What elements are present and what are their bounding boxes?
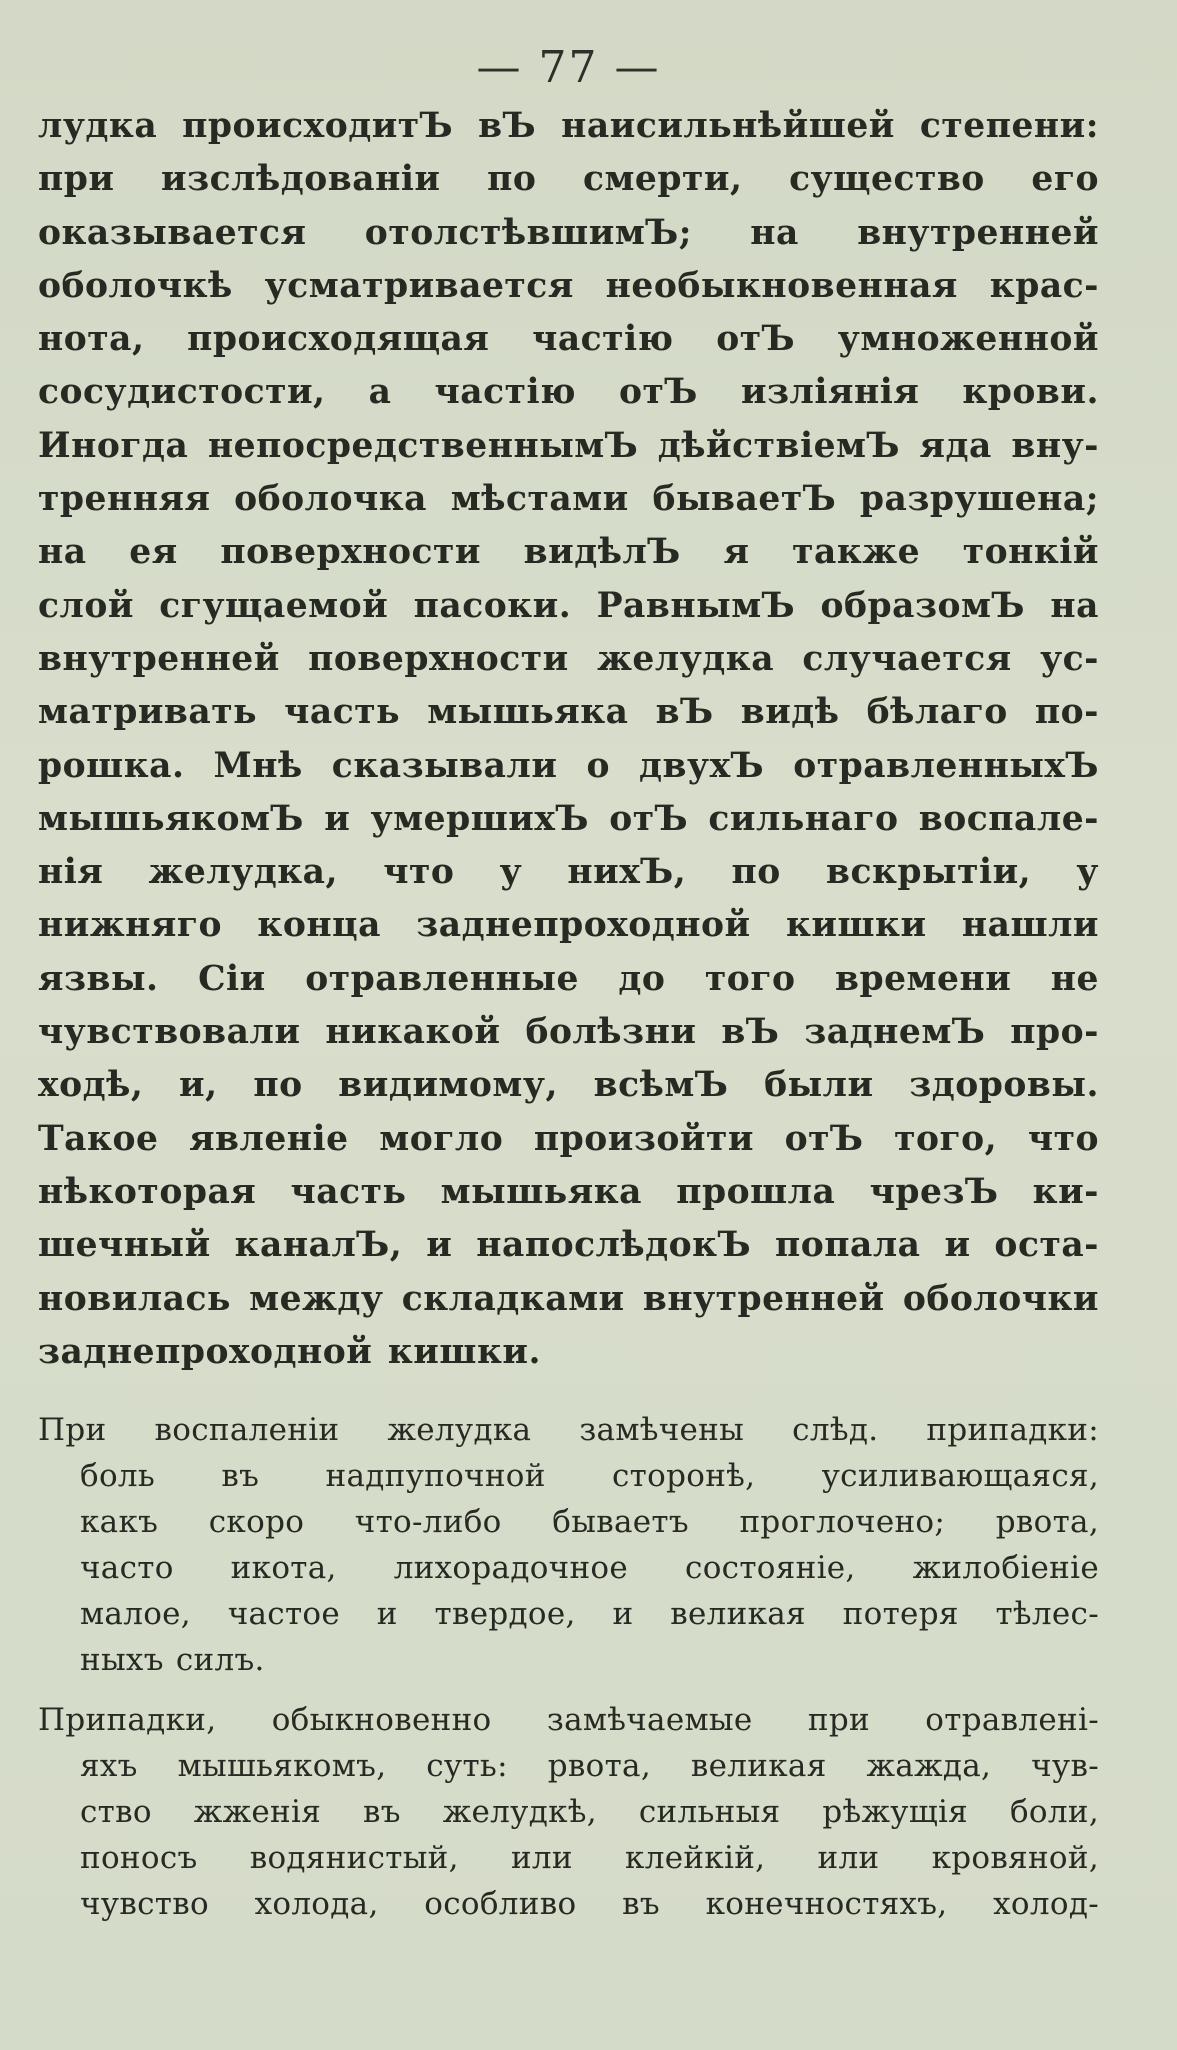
- text-line: на ея поверхности видѣлЪ я также тонкій: [38, 532, 1099, 573]
- note-line: часто икота, лихорадочное состояніе, жилобіеніе: [80, 1550, 1099, 1587]
- text-line: оказывается отолстѣвшимЪ; на внутренней: [38, 212, 1099, 253]
- text-line: шечный каналЪ, и напослѣдокЪ попала и оста-: [38, 1225, 1099, 1266]
- text-line: мышьякомЪ и умершихЪ отЪ сильнаго воспале-: [38, 798, 1099, 839]
- text-line: новилась между складками внутренней оболочки: [38, 1278, 1099, 1319]
- text-line: Иногда непосредственнымЪ дѣйствіемЪ яда вну-: [38, 425, 1099, 466]
- text-line: заднепроходной кишки.: [38, 1331, 541, 1372]
- note-line: какъ скоро что-либо бываетъ проглочено; рвота,: [80, 1504, 1099, 1541]
- main-text-block: [38, 100, 1099, 1379]
- text-line: Такое явленіе могло произойти отЪ того, что: [38, 1118, 1099, 1159]
- note-line: боль въ надпупочной сторонѣ, усиливающаяся,: [80, 1458, 1099, 1495]
- text-line: матривать часть мышьяка вЪ видѣ бѣлаго по-: [38, 692, 1099, 733]
- note-line: чувство холода, особливо въ конечностяхъ, холод-: [80, 1886, 1099, 1923]
- text-line: нижняго конца заднепроходной кишки нашли: [38, 905, 1099, 946]
- text-line: нѣкоторая часть мышьяка прошла чрезЪ ки-: [38, 1171, 1099, 1212]
- text-line: нота, происходящая частію отЪ умноженной: [38, 319, 1099, 360]
- text-line: нія желудка, что у нихЪ, по вскрытіи, у: [38, 852, 1099, 893]
- text-line: внутренней поверхности желудка случается ус-: [38, 638, 1099, 679]
- text-line: лудка происходитЪ вЪ наисильнѣйшей степени:: [38, 106, 1099, 146]
- note-line: При воспаленіи желудка замѣчены слѣд. припадки:: [38, 1412, 1099, 1449]
- page-number: — 77 —: [476, 42, 661, 93]
- text-line: чувствовали никакой болѣзни вЪ заднемЪ про-: [38, 1012, 1099, 1053]
- text-line: тренняя оболочка мѣстами бываетЪ разрушена;: [38, 479, 1099, 520]
- note-line: поносъ водянистый, или клейкій, или кровяной,: [80, 1840, 1099, 1877]
- note-paragraph: [38, 1407, 1099, 1683]
- text-line: ходѣ, и, по видимому, всѣмЪ были здоровы.: [38, 1065, 1099, 1106]
- note-line: яхъ мышьякомъ, суть: рвота, великая жажда, чув-: [80, 1748, 1099, 1785]
- note-paragraph: [38, 1697, 1099, 1927]
- note-line: малое, частое и твердое, и великая потеря тѣлес-: [80, 1596, 1099, 1633]
- text-line: оболочкѣ усматривается необыкновенная крас-: [38, 265, 1099, 306]
- notes-section: [38, 1407, 1099, 1927]
- text-line: язвы. Сіи отравленные до того времени не: [38, 958, 1099, 999]
- text-line: слой сгущаемой пасоки. РавнымЪ образомЪ на: [38, 585, 1099, 626]
- text-line: при изслѣдованіи по смерти, существо его: [38, 159, 1099, 200]
- note-line: Припадки, обыкновенно замѣчаемые при отравлені-: [38, 1702, 1099, 1739]
- text-line: сосудистости, а частію отЪ изліянія крови.: [38, 372, 1099, 413]
- note-line: ныхъ силъ.: [80, 1642, 265, 1679]
- text-line: рошка. Мнѣ сказывали о двухЪ отравленныхЪ: [38, 745, 1099, 786]
- note-line: ство жженія въ желудкѣ, сильныя рѣжущія боли,: [80, 1794, 1099, 1831]
